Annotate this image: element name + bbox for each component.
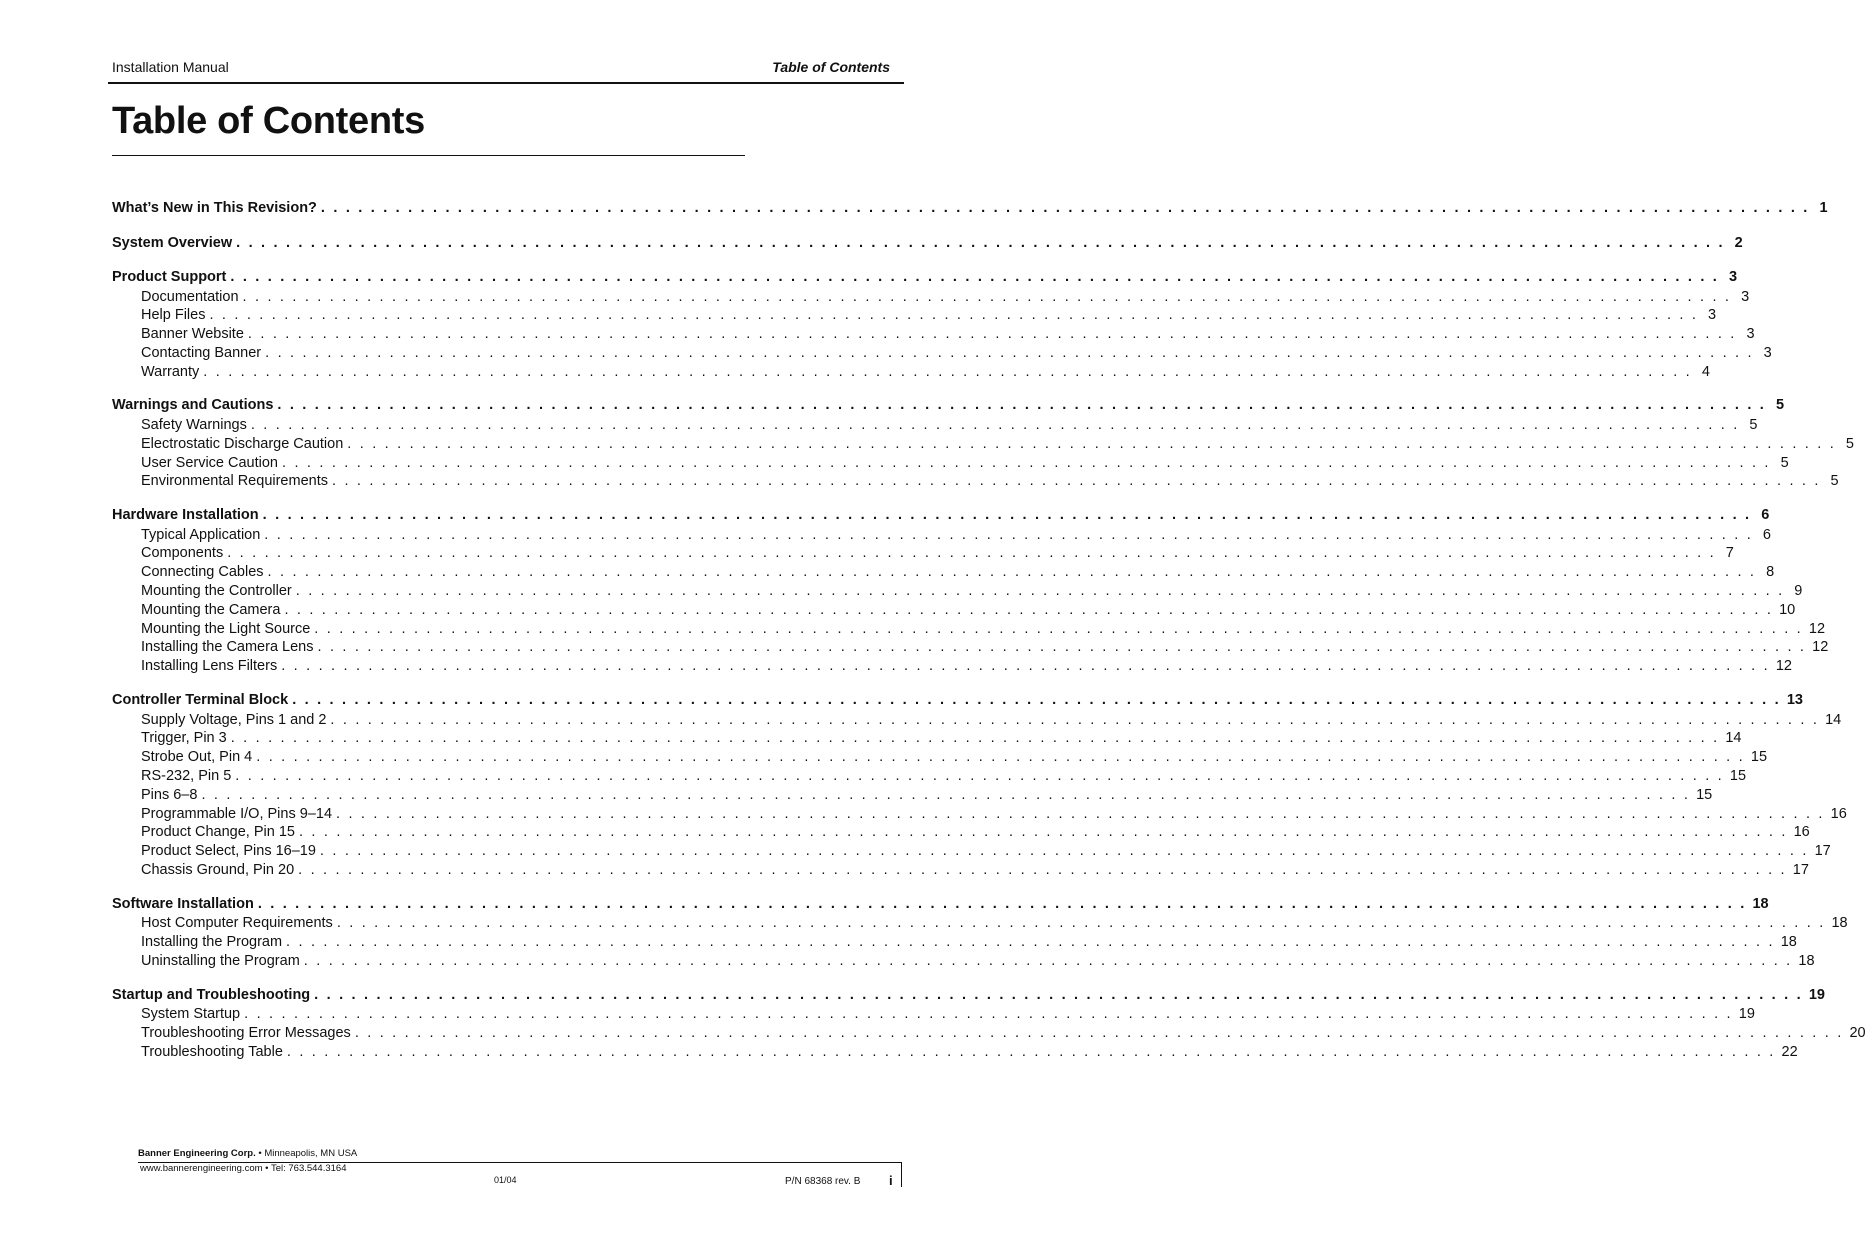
- toc-entry-title: Software Installation: [112, 895, 254, 912]
- toc-entry-page: 14: [1825, 711, 1842, 728]
- footer-location: • Minneapolis, MN USA: [255, 1148, 358, 1159]
- toc-subsection-entry[interactable]: [112, 805, 1847, 824]
- toc-entry-title: Environmental Requirements: [141, 473, 328, 490]
- toc-entry-title: Warranty: [141, 363, 200, 380]
- toc-subsection-entry[interactable]: [112, 620, 1826, 639]
- toc-section-entry[interactable]: [112, 691, 1803, 711]
- toc-subsection-entry[interactable]: [112, 952, 1815, 971]
- dot-leader: . . . . . . . . . . . . . . . . . . . . . . . . . . . . . . . . . . . . . . . . . . . . . . . . . . . . . . . . . . . . . . . . . . . . . . . . . . . . . . . . . . . . . . . . . . . . . . . . . . . . . . . . . . . . . . . . . . . . . . . .: [265, 344, 1754, 361]
- toc-section-entry[interactable]: [112, 268, 1738, 288]
- toc-subsection-entry[interactable]: [112, 786, 1713, 805]
- toc-section: [112, 234, 1743, 254]
- toc-entry-title: Electrostatic Discharge Caution: [141, 435, 344, 452]
- toc-subsection-entry[interactable]: [112, 325, 1755, 344]
- toc-entry-title: Troubleshooting Error Messages: [141, 1024, 351, 1041]
- dot-leader: . . . . . . . . . . . . . . . . . . . . . . . . . . . . . . . . . . . . . . . . . . . . . . . . . . . . . . . . . . . . . . . . . . . . . . . . . . . . . . . . . . . . . . . . . . . . . . . . . . . . . . . . . . . . . . . . . . . . . . . .: [336, 805, 1825, 822]
- dot-leader: . . . . . . . . . . . . . . . . . . . . . . . . . . . . . . . . . . . . . . . . . . . . . . . . . . . . . . . . . . . . . . . . . . . . . . . . . . . . . . . . . . . . . . . . . . . . . . . . . . . . . . . . . . . . . . . . . . . . . . . .: [250, 416, 1740, 433]
- toc-entry-title: Supply Voltage, Pins 1 and 2: [141, 711, 327, 728]
- toc-subsection-entry[interactable]: [112, 1005, 1755, 1024]
- title-rule: [112, 155, 745, 156]
- toc-entry-page: 16: [1830, 805, 1847, 822]
- dot-leader: . . . . . . . . . . . . . . . . . . . . . . . . . . . . . . . . . . . . . . . . . . . . . . . . . . . . . . . . . . . . . . . . . . . . . . . . . . . . . . . . . . . . . . . . . . . . . . . . . . . . . . . . . . . . . . . . . . . . . . . .: [203, 363, 1692, 380]
- toc-section: [112, 986, 1866, 1062]
- toc-entry-page: 5: [1775, 397, 1785, 414]
- dot-leader: . . . . . . . . . . . . . . . . . . . . . . . . . . . . . . . . . . . . . . . . . . . . . . . . . . . . . . . . . . . . . . . . . . . . . . . . . . . . . . . . . . . . . . . . . . . . . . . . . . . . . . . . . . . . . . . . . . . . . . . .: [277, 397, 1767, 414]
- toc-entry-page: 6: [1761, 507, 1770, 524]
- page-title: Table of Contents: [112, 100, 425, 142]
- toc-entry-page: 7: [1725, 545, 1734, 562]
- toc-subsection-entry[interactable]: [112, 454, 1789, 473]
- dot-leader: . . . . . . . . . . . . . . . . . . . . . . . . . . . . . . . . . . . . . . . . . . . . . . . . . . . . . . . . . . . . . . . . . . . . . . . . . . . . . . . . . . . . . . . . . . . . . . . . . . . . . . . . . . . . . . . . . . . . . . . .: [317, 639, 1807, 656]
- toc-entry-page: 22: [1781, 1043, 1798, 1060]
- toc-section-entry[interactable]: [112, 199, 1828, 219]
- toc-section-entry[interactable]: [112, 506, 1770, 526]
- toc-subsection-entry[interactable]: [112, 1043, 1798, 1062]
- toc-entry-page: 9: [1794, 583, 1803, 600]
- toc-entry-title: Hardware Installation: [112, 507, 259, 524]
- dot-leader: . . . . . . . . . . . . . . . . . . . . . . . . . . . . . . . . . . . . . . . . . . . . . . . . . . . . . . . . . . . . . . . . . . . . . . . . . . . . . . . . . . . . . . . . . . . . . . . . . . . . . . . . . . . . . . . . . . . . . . . .: [320, 200, 1810, 216]
- toc-entry-title: Programmable I/O, Pins 9–14: [141, 805, 333, 822]
- dot-leader: . . . . . . . . . . . . . . . . . . . . . . . . . . . . . . . . . . . . . . . . . . . . . . . . . . . . . . . . . . . . . . . . . . . . . . . . . . . . . . . . . . . . . . . . . . . . . . . . . . . . . . . . . . . . . . . . . . . . . . . .: [286, 1043, 1776, 1060]
- toc-entry-title: Uninstalling the Program: [141, 952, 300, 969]
- dot-leader: . . . . . . . . . . . . . . . . . . . . . . . . . . . . . . . . . . . . . . . . . . . . . . . . . . . . . . . . . . . . . . . . . . . . . . . . . . . . . . . . . . . . . . . . . . . . . . . . . . . . . . . . . . . . . . . . . . . . . . . .: [256, 749, 1745, 766]
- header-rule: [108, 82, 904, 84]
- toc-entry-title: Typical Application: [141, 526, 261, 543]
- toc-subsection-entry[interactable]: [112, 416, 1758, 435]
- toc-subsection-entry[interactable]: [112, 638, 1829, 657]
- toc-entry-page: 3: [1728, 269, 1738, 285]
- toc-subsection-entry[interactable]: [112, 344, 1772, 363]
- dot-leader: . . . . . . . . . . . . . . . . . . . . . . . . . . . . . . . . . . . . . . . . . . . . . . . . . . . . . . . . . . . . . . . . . . . . . . . . . . . . . . . . . . . . . . . . . . . . . . . . . . . . . . . . . . . . . . . . . . . . . . . .: [336, 915, 1826, 932]
- toc-subsection-entry[interactable]: [112, 435, 1854, 454]
- toc-section: [112, 895, 1848, 971]
- toc-subsection-entry[interactable]: [112, 748, 1768, 767]
- toc-entry-title: Banner Website: [141, 326, 244, 343]
- dot-leader: . . . . . . . . . . . . . . . . . . . . . . . . . . . . . . . . . . . . . . . . . . . . . . . . . . . . . . . . . . . . . . . . . . . . . . . . . . . . . . . . . . . . . . . . . . . . . . . . . . . . . . . . . . . . . . . . . . . . . . . .: [314, 620, 1803, 637]
- toc-entry-page: 2: [1734, 234, 1743, 251]
- toc-subsection-entry[interactable]: [112, 563, 1775, 582]
- dot-leader: . . . . . . . . . . . . . . . . . . . . . . . . . . . . . . . . . . . . . . . . . . . . . . . . . . . . . . . . . . . . . . . . . . . . . . . . . . . . . . . . . . . . . . . . . . . . . . . . . . . . . . . . . . . . . . . . . . . . . . . .: [236, 234, 1725, 251]
- toc-entry-page: 14: [1725, 730, 1742, 747]
- toc-entry-title: Installing the Program: [141, 934, 283, 951]
- toc-entry-page: 3: [1746, 326, 1755, 343]
- toc-entry-page: 6: [1762, 526, 1771, 543]
- toc-entry-title: Warnings and Cautions: [112, 397, 274, 414]
- toc-entry-page: 5: [1830, 473, 1839, 490]
- toc-entry-title: User Service Caution: [141, 454, 278, 471]
- toc-entry-page: 4: [1701, 363, 1710, 380]
- toc-section-entry[interactable]: [112, 234, 1743, 254]
- toc-subsection-entry[interactable]: [112, 582, 1803, 601]
- toc-entry-page: 15: [1729, 767, 1747, 784]
- toc-entry-title: Installing Lens Filters: [141, 658, 278, 675]
- dot-leader: . . . . . . . . . . . . . . . . . . . . . . . . . . . . . . . . . . . . . . . . . . . . . . . . . . . . . . . . . . . . . . . . . . . . . . . . . . . . . . . . . . . . . . . . . . . . . . . . . . . . . . . . . . . . . . . . . . . . . . . .: [264, 526, 1753, 543]
- dot-leader: . . . . . . . . . . . . . . . . . . . . . . . . . . . . . . . . . . . . . . . . . . . . . . . . . . . . . . . . . . . . . . . . . . . . . . . . . . . . . . . . . . . . . . . . . . . . . . . . . . . . . . . . . . . . . . . . . . . . . . . .: [209, 307, 1699, 324]
- toc-subsection-entry[interactable]: [112, 914, 1848, 933]
- toc-subsection-entry[interactable]: [112, 767, 1747, 786]
- dot-leader: . . . . . . . . . . . . . . . . . . . . . . . . . . . . . . . . . . . . . . . . . . . . . . . . . . . . . . . . . . . . . . . . . . . . . . . . . . . . . . . . . . . . . . . . . . . . . . . . . . . . . . . . . . . . . . . . . . . . . . . .: [242, 288, 1732, 305]
- toc-entry-title: RS-232, Pin 5: [141, 767, 232, 784]
- toc-entry-title: Chassis Ground, Pin 20: [141, 861, 295, 878]
- dot-leader: . . . . . . . . . . . . . . . . . . . . . . . . . . . . . . . . . . . . . . . . . . . . . . . . . . . . . . . . . . . . . . . . . . . . . . . . . . . . . . . . . . . . . . . . . . . . . . . . . . . . . . . . . . . . . . . . . . . . . . . .: [298, 861, 1787, 878]
- dot-leader: . . . . . . . . . . . . . . . . . . . . . . . . . . . . . . . . . . . . . . . . . . . . . . . . . . . . . . . . . . . . . . . . . . . . . . . . . . . . . . . . . . . . . . . . . . . . . . . . . . . . . . . . . . . . . . . . . . . . . . . .: [230, 269, 1720, 285]
- toc-entry-page: 16: [1793, 824, 1810, 841]
- dot-leader: . . . . . . . . . . . . . . . . . . . . . . . . . . . . . . . . . . . . . . . . . . . . . . . . . . . . . . . . . . . . . . . . . . . . . . . . . . . . . . . . . . . . . . . . . . . . . . . . . . . . . . . . . . . . . . . . . . . . . . . .: [267, 564, 1757, 581]
- dot-leader: . . . . . . . . . . . . . . . . . . . . . . . . . . . . . . . . . . . . . . . . . . . . . . . . . . . . . . . . . . . . . . . . . . . . . . . . . . . . . . . . . . . . . . . . . . . . . . . . . . . . . . . . . . . . . . . . . . . . . . . .: [314, 986, 1803, 1003]
- toc-subsection-entry[interactable]: [112, 288, 1750, 307]
- dot-leader: . . . . . . . . . . . . . . . . . . . . . . . . . . . . . . . . . . . . . . . . . . . . . . . . . . . . . . . . . . . . . . . . . . . . . . . . . . . . . . . . . . . . . . . . . . . . . . . . . . . . . . . . . . . . . . . . . . . . . . . .: [235, 767, 1724, 784]
- table-of-contents: [112, 199, 1866, 1077]
- toc-entry-page: 5: [1780, 454, 1789, 471]
- toc-entry-title: What’s New in This Revision?: [112, 200, 317, 216]
- toc-entry-title: System Startup: [141, 1006, 241, 1023]
- dot-leader: . . . . . . . . . . . . . . . . . . . . . . . . . . . . . . . . . . . . . . . . . . . . . . . . . . . . . . . . . . . . . . . . . . . . . . . . . . . . . . . . . . . . . . . . . . . . . . . . . . . . . . . . . . . . . . . . . . . . . . . .: [282, 454, 1771, 471]
- toc-section: [112, 268, 1772, 381]
- toc-entry-title: System Overview: [112, 234, 233, 251]
- dot-leader: . . . . . . . . . . . . . . . . . . . . . . . . . . . . . . . . . . . . . . . . . . . . . . . . . . . . . . . . . . . . . . . . . . . . . . . . . . . . . . . . . . . . . . . . . . . . . . . . . . . . . . . . . . . . . . . . . . . . . . . .: [244, 1006, 1733, 1023]
- toc-entry-page: 1: [1819, 200, 1828, 216]
- toc-section: [112, 691, 1847, 880]
- footer-part-number: P/N 68368 rev. B: [785, 1176, 861, 1187]
- toc-entry-title: Connecting Cables: [141, 564, 264, 581]
- toc-section-entry[interactable]: [112, 986, 1825, 1006]
- dot-leader: . . . . . . . . . . . . . . . . . . . . . . . . . . . . . . . . . . . . . . . . . . . . . . . . . . . . . . . . . . . . . . . . . . . . . . . . . . . . . . . . . . . . . . . . . . . . . . . . . . . . . . . . . . . . . . . . . . . . . . . .: [298, 824, 1788, 841]
- toc-subsection-entry[interactable]: [112, 711, 1842, 730]
- toc-entry-page: 12: [1775, 658, 1792, 675]
- toc-entry-page: 5: [1845, 435, 1854, 452]
- dot-leader: . . . . . . . . . . . . . . . . . . . . . . . . . . . . . . . . . . . . . . . . . . . . . . . . . . . . . . . . . . . . . . . . . . . . . . . . . . . . . . . . . . . . . . . . . . . . . . . . . . . . . . . . . . . . . . . . . . . . . . . .: [227, 545, 1716, 562]
- toc-entry-title: Product Support: [112, 269, 227, 285]
- toc-entry-title: Controller Terminal Block: [112, 692, 289, 709]
- toc-subsection-entry[interactable]: [112, 526, 1771, 545]
- dot-leader: . . . . . . . . . . . . . . . . . . . . . . . . . . . . . . . . . . . . . . . . . . . . . . . . . . . . . . . . . . . . . . . . . . . . . . . . . . . . . . . . . . . . . . . . . . . . . . . . . . . . . . . . . . . . . . . . . . . . . . . .: [230, 730, 1720, 747]
- toc-entry-page: 15: [1750, 749, 1768, 766]
- dot-leader: . . . . . . . . . . . . . . . . . . . . . . . . . . . . . . . . . . . . . . . . . . . . . . . . . . . . . . . . . . . . . . . . . . . . . . . . . . . . . . . . . . . . . . . . . . . . . . . . . . . . . . . . . . . . . . . . . . . . . . . .: [286, 934, 1775, 951]
- toc-subsection-entry[interactable]: [112, 657, 1792, 676]
- footer-web: www.bannerengineering.com • Tel: 763.544.3164: [140, 1163, 347, 1174]
- dot-leader: . . . . . . . . . . . . . . . . . . . . . . . . . . . . . . . . . . . . . . . . . . . . . . . . . . . . . . . . . . . . . . . . . . . . . . . . . . . . . . . . . . . . . . . . . . . . . . . . . . . . . . . . . . . . . . . . . . . . . . . .: [319, 843, 1809, 860]
- toc-section: [112, 506, 1829, 676]
- toc-entry-page: 12: [1812, 639, 1829, 656]
- dot-leader: . . . . . . . . . . . . . . . . . . . . . . . . . . . . . . . . . . . . . . . . . . . . . . . . . . . . . . . . . . . . . . . . . . . . . . . . . . . . . . . . . . . . . . . . . . . . . . . . . . . . . . . . . . . . . . . . . . . . . . . .: [292, 692, 1781, 709]
- toc-entry-title: Documentation: [141, 288, 239, 305]
- dot-leader: . . . . . . . . . . . . . . . . . . . . . . . . . . . . . . . . . . . . . . . . . . . . . . . . . . . . . . . . . . . . . . . . . . . . . . . . . . . . . . . . . . . . . . . . . . . . . . . . . . . . . . . . . . . . . . . . . . . . . . . .: [354, 1024, 1844, 1041]
- toc-entry-page: 3: [1708, 307, 1717, 324]
- toc-entry-title: Mounting the Controller: [141, 583, 292, 600]
- toc-entry-title: Product Select, Pins 16–19: [141, 843, 316, 860]
- toc-entry-title: Trigger, Pin 3: [141, 730, 227, 747]
- toc-entry-page: 18: [1831, 915, 1848, 932]
- dot-leader: . . . . . . . . . . . . . . . . . . . . . . . . . . . . . . . . . . . . . . . . . . . . . . . . . . . . . . . . . . . . . . . . . . . . . . . . . . . . . . . . . . . . . . . . . . . . . . . . . . . . . . . . . . . . . . . . . . . . . . . .: [295, 583, 1785, 600]
- toc-entry-title: Mounting the Camera: [141, 601, 281, 618]
- dot-leader: . . . . . . . . . . . . . . . . . . . . . . . . . . . . . . . . . . . . . . . . . . . . . . . . . . . . . . . . . . . . . . . . . . . . . . . . . . . . . . . . . . . . . . . . . . . . . . . . . . . . . . . . . . . . . . . . . . . . . . . .: [303, 952, 1793, 969]
- toc-entry-page: 8: [1766, 564, 1775, 581]
- toc-entry-page: 20: [1849, 1024, 1866, 1041]
- toc-entry-title: Mounting the Light Source: [141, 620, 311, 637]
- toc-entry-title: Help Files: [141, 307, 206, 324]
- toc-section-entry[interactable]: [112, 396, 1785, 416]
- footer-company: [138, 1148, 357, 1159]
- toc-section-entry[interactable]: [112, 895, 1769, 915]
- footer-page-number: i: [889, 1173, 893, 1188]
- running-header-left: Installation Manual: [112, 59, 229, 75]
- dot-leader: . . . . . . . . . . . . . . . . . . . . . . . . . . . . . . . . . . . . . . . . . . . . . . . . . . . . . . . . . . . . . . . . . . . . . . . . . . . . . . . . . . . . . . . . . . . . . . . . . . . . . . . . . . . . . . . . . . . . . . . .: [281, 658, 1770, 675]
- toc-subsection-entry[interactable]: [112, 842, 1831, 861]
- toc-entry-title: Troubleshooting Table: [141, 1043, 283, 1060]
- toc-entry-page: 15: [1696, 786, 1713, 803]
- toc-entry-page: 12: [1808, 620, 1826, 637]
- toc-entry-page: 17: [1814, 843, 1831, 860]
- toc-subsection-entry[interactable]: [112, 823, 1810, 842]
- toc-entry-page: 19: [1738, 1006, 1755, 1023]
- toc-entry-page: 19: [1808, 986, 1825, 1003]
- toc-subsection-entry[interactable]: [112, 933, 1797, 952]
- dot-leader: . . . . . . . . . . . . . . . . . . . . . . . . . . . . . . . . . . . . . . . . . . . . . . . . . . . . . . . . . . . . . . . . . . . . . . . . . . . . . . . . . . . . . . . . . . . . . . . . . . . . . . . . . . . . . . . . . . . . . . . .: [347, 435, 1836, 452]
- toc-subsection-entry[interactable]: [112, 1024, 1866, 1043]
- toc-entry-title: Components: [141, 545, 224, 562]
- dot-leader: . . . . . . . . . . . . . . . . . . . . . . . . . . . . . . . . . . . . . . . . . . . . . . . . . . . . . . . . . . . . . . . . . . . . . . . . . . . . . . . . . . . . . . . . . . . . . . . . . . . . . . . . . . . . . . . . . . . . . . . .: [201, 786, 1691, 803]
- dot-leader: . . . . . . . . . . . . . . . . . . . . . . . . . . . . . . . . . . . . . . . . . . . . . . . . . . . . . . . . . . . . . . . . . . . . . . . . . . . . . . . . . . . . . . . . . . . . . . . . . . . . . . . . . . . . . . . . . . . . . . . .: [262, 507, 1752, 524]
- toc-subsection-entry[interactable]: [112, 601, 1796, 620]
- toc-subsection-entry[interactable]: [112, 363, 1710, 382]
- toc-section: [112, 396, 1854, 491]
- toc-entry-page: 5: [1749, 416, 1758, 433]
- dot-leader: . . . . . . . . . . . . . . . . . . . . . . . . . . . . . . . . . . . . . . . . . . . . . . . . . . . . . . . . . . . . . . . . . . . . . . . . . . . . . . . . . . . . . . . . . . . . . . . . . . . . . . . . . . . . . . . . . . . . . . . .: [331, 473, 1821, 490]
- toc-entry-page: 17: [1792, 861, 1809, 878]
- running-header-right: Table of Contents: [772, 59, 890, 75]
- dot-leader: . . . . . . . . . . . . . . . . . . . . . . . . . . . . . . . . . . . . . . . . . . . . . . . . . . . . . . . . . . . . . . . . . . . . . . . . . . . . . . . . . . . . . . . . . . . . . . . . . . . . . . . . . . . . . . . . . . . . . . . .: [247, 326, 1737, 343]
- toc-entry-page: 13: [1786, 692, 1803, 709]
- toc-entry-title: Startup and Troubleshooting: [112, 986, 311, 1003]
- toc-entry-title: Pins 6–8: [141, 786, 198, 803]
- footer-company-name: Banner Engineering Corp.: [138, 1148, 256, 1159]
- toc-entry-title: Host Computer Requirements: [141, 915, 333, 932]
- toc-subsection-entry[interactable]: [112, 729, 1742, 748]
- dot-leader: . . . . . . . . . . . . . . . . . . . . . . . . . . . . . . . . . . . . . . . . . . . . . . . . . . . . . . . . . . . . . . . . . . . . . . . . . . . . . . . . . . . . . . . . . . . . . . . . . . . . . . . . . . . . . . . . . . . . . . . .: [330, 711, 1820, 728]
- toc-entry-title: Product Change, Pin 15: [141, 824, 295, 841]
- toc-subsection-entry[interactable]: [112, 306, 1717, 325]
- toc-entry-page: 10: [1779, 601, 1796, 618]
- toc-entry-page: 18: [1752, 895, 1769, 912]
- toc-subsection-entry[interactable]: [112, 544, 1734, 563]
- dot-leader: . . . . . . . . . . . . . . . . . . . . . . . . . . . . . . . . . . . . . . . . . . . . . . . . . . . . . . . . . . . . . . . . . . . . . . . . . . . . . . . . . . . . . . . . . . . . . . . . . . . . . . . . . . . . . . . . . . . . . . . .: [257, 895, 1747, 912]
- toc-entry-title: Safety Warnings: [141, 416, 247, 433]
- toc-entry-page: 3: [1741, 288, 1750, 305]
- toc-entry-title: Strobe Out, Pin 4: [141, 749, 253, 766]
- toc-entry-title: Installing the Camera Lens: [141, 639, 314, 656]
- dot-leader: . . . . . . . . . . . . . . . . . . . . . . . . . . . . . . . . . . . . . . . . . . . . . . . . . . . . . . . . . . . . . . . . . . . . . . . . . . . . . . . . . . . . . . . . . . . . . . . . . . . . . . . . . . . . . . . . . . . . . . . .: [284, 601, 1774, 618]
- footer-rule-tick: [901, 1162, 902, 1187]
- toc-entry-page: 18: [1798, 952, 1815, 969]
- toc-entry-title: Contacting Banner: [141, 344, 262, 361]
- toc-entry-page: 3: [1763, 344, 1772, 361]
- footer-date: 01/04: [494, 1175, 517, 1185]
- toc-entry-page: 18: [1780, 934, 1797, 951]
- toc-subsection-entry[interactable]: [112, 861, 1809, 880]
- toc-subsection-entry[interactable]: [112, 472, 1839, 491]
- toc-section: [112, 199, 1828, 219]
